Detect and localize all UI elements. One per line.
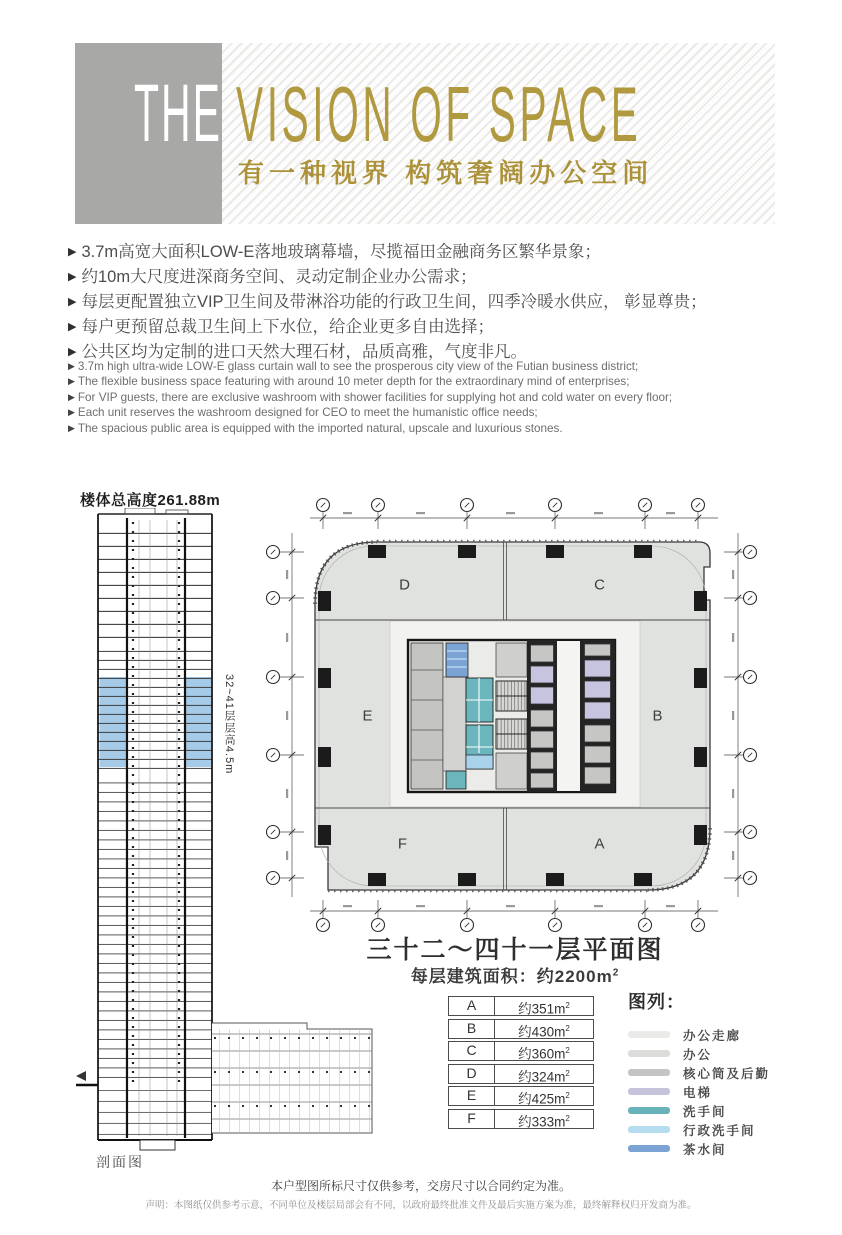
triangle-bullet-icon: ▶ — [68, 296, 77, 308]
plan-legend — [628, 988, 798, 1158]
triangle-bullet-icon: ▶ — [68, 361, 75, 371]
header-the-text: THE — [134, 68, 222, 159]
zone-cell: D — [449, 1065, 495, 1083]
area-cell: 约$324m^2$ — [518, 1068, 570, 1084]
zone-cell: B — [449, 1020, 495, 1038]
list-item: ▶ Each unit reserves the washroom designed for CEO to meet the humanistic office needs; — [68, 406, 538, 420]
building-total-height-label: 楼体总高度261.88m — [80, 492, 221, 509]
feature-list-en — [68, 359, 808, 436]
list-item: ▶ 每层更配置独立VIP卫生间及带淋浴功能的行政卫生间，四季冷暖水供应， 彰显尊贵； — [68, 293, 707, 311]
zone-cell: F — [449, 1110, 495, 1128]
plan-zone-label-d: D — [399, 576, 411, 594]
list-item: ▶ 每户更预留总裁卫生间上下水位，给企业更多自由选择； — [68, 318, 494, 336]
list-item: ▶ 公共区均为定制的进口天然大理石材，品质高雅，气度非凡。 — [68, 343, 527, 361]
legend-swatch — [628, 1050, 670, 1057]
table-row — [448, 1041, 594, 1061]
area-cell: 约$425m^2$ — [518, 1091, 570, 1107]
legend-swatch — [628, 1126, 670, 1133]
legend-item: 茶水间 — [628, 1139, 798, 1158]
plan-zone-label-b: B — [652, 707, 664, 725]
plan-zone-label-e: E — [362, 707, 374, 725]
elevation-podium — [212, 1023, 372, 1133]
legend-item: 核心筒及后勤 — [628, 1063, 798, 1082]
disclaimer-line-2: 声明：本图纸仅供参考示意，不同单位及楼层局部会有不同，以政府最终批准文件及最后实施方案为准，最终解释权归开发商为准。 — [145, 1200, 697, 1211]
plan-zone-label-c: C — [594, 576, 606, 594]
legend-item: 办公 — [628, 1044, 798, 1063]
plan-area-caption: 每层建筑面积：约$2200m^2$ — [410, 967, 620, 986]
zone-cell: A — [449, 997, 495, 1015]
list-item: ▶ 3.7m high ultra-wide LOW-E glass curtain wall to see the prosperous city view of the Futian business district; — [68, 360, 639, 373]
triangle-bullet-icon: ▶ — [68, 391, 75, 402]
table-row — [448, 1086, 594, 1106]
legend-swatch — [628, 1031, 670, 1038]
triangle-bullet-icon: ▶ — [68, 376, 75, 387]
core-exec-washroom — [466, 755, 493, 769]
table-row — [448, 1109, 594, 1129]
entry-arrow-icon — [76, 1071, 86, 1081]
triangle-bullet-icon: ▶ — [68, 321, 77, 333]
legend-swatch — [628, 1145, 670, 1152]
header-title: VISION OF SPACE — [236, 70, 642, 158]
plan-zone-label-f: F — [397, 835, 409, 853]
triangle-bullet-icon: ▶ — [68, 271, 77, 283]
legend-item: 电梯 — [628, 1082, 798, 1101]
triangle-bullet-icon: ▶ — [68, 422, 75, 433]
disclaimer-line-1: 本户型图所标尺寸仅供参考，交房尺寸以合同约定为准。 — [270, 1179, 571, 1193]
list-item: ▶ The flexible business space featuring with around 10 meter depth for the extraordinary mind of enterprises; — [68, 375, 630, 389]
legend-item: 行政洗手间 — [628, 1120, 798, 1139]
floor-plan-drawing — [258, 485, 793, 937]
core-elevator-bank-1 — [527, 640, 557, 792]
core-elevator-bank-2 — [580, 640, 615, 792]
area-table — [448, 996, 594, 1131]
legend-swatch — [628, 1088, 670, 1095]
triangle-bullet-icon: ▶ — [68, 346, 77, 358]
plan-core — [408, 640, 615, 792]
section-drawing-caption: 剖面图 — [96, 1154, 144, 1170]
area-cell: 约$430m^2$ — [518, 1023, 570, 1039]
legend-item: 办公走廊 — [628, 1025, 798, 1044]
list-item: ▶ The spacious public area is equipped with the imported natural, upscale and luxurious stones. — [68, 421, 563, 435]
feature-list-cn — [68, 240, 798, 365]
table-row — [448, 996, 594, 1016]
core-washroom — [446, 771, 466, 789]
list-item: ▶ For VIP guests, there are exclusive washroom with shower facilities for supplying hot and cold water on every floor; — [68, 390, 673, 404]
list-item: ▶ 3.7m高宽大面积LOW-E落地玻璃幕墙，尽揽福田金融商务区繁华景象； — [68, 243, 601, 261]
area-cell: 约$333m^2$ — [518, 1113, 570, 1129]
legend-swatch — [628, 1107, 670, 1114]
core-elevator-lobby — [557, 641, 580, 791]
area-cell: 约$351m^2$ — [518, 1001, 570, 1017]
elevation-floor-lines — [98, 522, 212, 1140]
triangle-bullet-icon: ▶ — [68, 407, 75, 418]
core-service-rooms — [411, 643, 443, 789]
floor-band-label: 32~41层层高4.5m — [223, 674, 235, 775]
header-subtitle-cn: 有一种视界 构筑奢阔办公空间 — [238, 158, 654, 188]
legend-item: 洗手间 — [628, 1101, 798, 1120]
list-item: ▶ 约10m大尺度进深商务空间、灵动定制企业办公需求； — [68, 268, 477, 286]
plan-title: 三十二～四十一层平面图 — [366, 936, 664, 964]
zone-cell: E — [449, 1087, 495, 1105]
table-row — [448, 1019, 594, 1039]
area-cell: 约$360m^2$ — [518, 1046, 570, 1062]
zone-cell: C — [449, 1042, 495, 1060]
plan-zone-label-a: A — [594, 835, 606, 853]
legend-title: 图列： — [628, 992, 685, 1012]
table-row — [448, 1064, 594, 1084]
triangle-bullet-icon: ▶ — [68, 246, 77, 258]
legend-swatch — [628, 1069, 670, 1076]
